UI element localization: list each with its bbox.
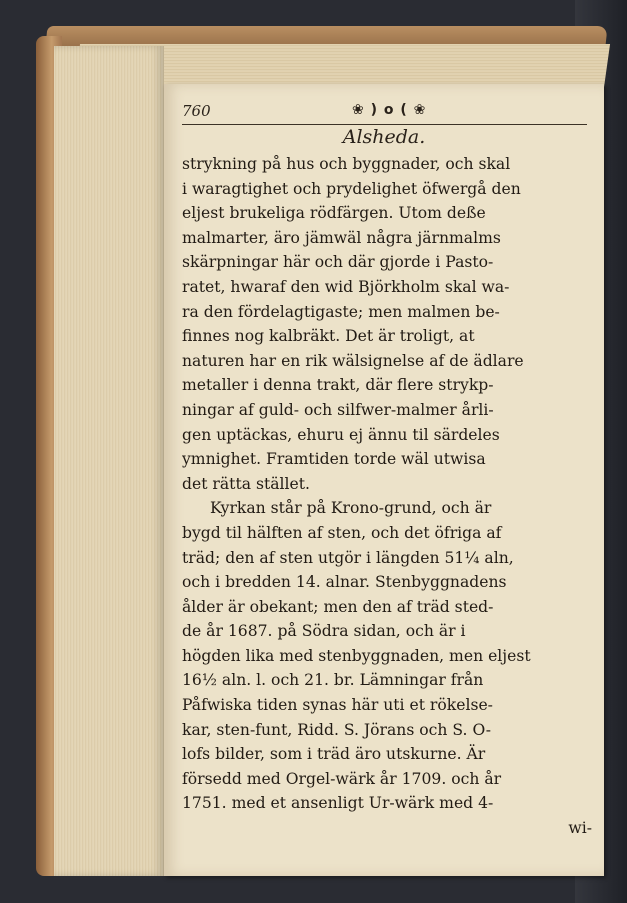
- page-edges-side: [54, 46, 164, 876]
- text-line: i waragtighet och prydelighet öfwergå den: [182, 179, 521, 198]
- text-line: det rätta stället.: [182, 474, 310, 493]
- text-line: 16½ aln. l. och 21. br. Lämningar från: [182, 671, 484, 690]
- text-line: naturen har en rik wälsignelse af de ädlare: [182, 351, 524, 370]
- text-line: försedd med Orgel-wärk år 1709. och år: [182, 769, 502, 788]
- text-line: kar, sten-funt, Ridd. S. Jörans och S. O-: [182, 720, 492, 739]
- header-ornament: ❀ ) o ( ❀: [352, 102, 427, 118]
- text-line: gen uptäckas, ehuru ej ännu til särdeles: [182, 425, 500, 444]
- text-line: finnes nog kalbräkt. Det är troligt, at: [182, 327, 475, 346]
- text-line: Påfwiska tiden synas här uti et rökelse-: [182, 696, 493, 715]
- catchword: wi-: [568, 819, 592, 838]
- text-line: lofs bilder, som i träd äro utskurne. Är: [182, 745, 486, 764]
- text-line: och i bredden 14. alnar. Stenbyggnadens: [182, 573, 507, 592]
- text-line: ratet, hwaraf den wid Björkholm skal wa-: [182, 277, 510, 296]
- text-line: bygd til hälften af sten, och det öfriga af: [182, 523, 502, 542]
- text-line: ymnighet. Framtiden torde wäl utwisa: [182, 450, 486, 469]
- text-line: 1751. med et ansenligt Ur-wärk med 4-: [182, 794, 494, 813]
- text-line: träd; den af sten utgör i längden 51¼ aln,: [182, 548, 514, 567]
- running-title: Alsheda.: [342, 126, 426, 148]
- book-page: [164, 84, 604, 876]
- text-line: ra den fördelagtigaste; men malmen be-: [182, 302, 500, 321]
- text-line: metaller i denna trakt, där flere strykp-: [182, 376, 494, 395]
- page-number: 760: [182, 102, 211, 120]
- text-line: strykning på hus och byggnader, och skal: [182, 155, 511, 173]
- text-line: eljest brukeliga rödfärgen. Utom deße: [182, 204, 486, 223]
- body-text: [182, 152, 592, 841]
- text-line: ålder är obekant; men den af träd sted-: [182, 597, 494, 616]
- text-line: de år 1687. på Södra sidan, och är i: [182, 622, 466, 641]
- text-line: malmarter, äro jämwäl några järnmalms: [182, 228, 501, 247]
- text-line: ningar af guld- och silfwer-malmer årli-: [182, 400, 494, 419]
- text-line: skärpningar här och där gjorde i Pasto-: [182, 253, 494, 272]
- page-header: [182, 102, 587, 125]
- text-line: högden lika med stenbyggnaden, men eljest: [182, 646, 531, 665]
- book: [36, 26, 626, 876]
- text-line-paragraph-start: Kyrkan står på Krono-grund, och är: [210, 499, 492, 518]
